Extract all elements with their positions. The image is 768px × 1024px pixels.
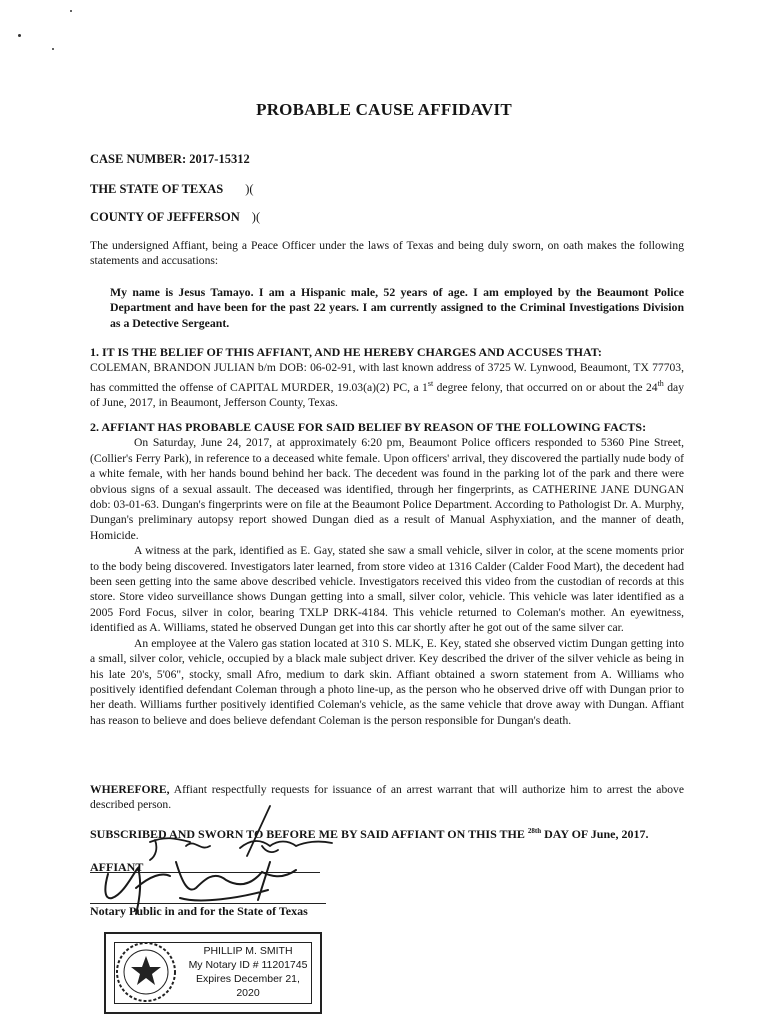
document-title: PROBABLE CAUSE AFFIDAVIT: [256, 100, 512, 119]
affiant-statement: My name is Jesus Tamayo. I am a Hispanic male, 52 years of age. I am employed by the Beaumont Police Department and have been for the past 22 years. I am currently assigned to the Criminal Investigations Division as a Detective Sergeant.: [110, 285, 684, 330]
subscribed-text-a: SUBSCRIBED AND SWORN TO BEFORE ME BY SAID AFFIANT ON THIS THE: [90, 827, 528, 841]
county-separator: )(: [251, 210, 261, 224]
section-1-heading: 1. IT IS THE BELIEF OF THIS AFFIANT, AND HE HEREBY CHARGES AND ACCUSES THAT:: [90, 345, 602, 359]
state-separator: )(: [245, 182, 254, 196]
section-2-para-3: An employee at the Valero gas station located at 310 S. MLK, E. Key, stated she observed victim Dungan getting into a small, silver color, vehicle, occupied by a black male subject driver. Key described the driver of the silver vehicle as being in his late 20's, 5'06", stocky, small Afro, medium to dark skin. Affiant obtained a sworn statement from A. Williams who positively identified defendant Coleman through a photo line-up, as the person who he observed drive off with Dungan prior to her death. Williams further positively identified Coleman's vehicle, as the same vehicle that drove away with Dungan. Affiant has reason to believe and does believe defendant Coleman is the person responsible for Dungan's death.: [90, 636, 684, 727]
notary-stamp-text: [188, 944, 308, 1000]
scan-speck: [18, 34, 21, 37]
subscribed-sup: 28th: [527, 827, 542, 835]
affiant-label: AFFIANT: [90, 860, 144, 874]
notary-expires: Expires December 21, 2020: [196, 973, 300, 999]
section-2-para-2: A witness at the park, identified as E. Gay, stated she saw a small vehicle, silver in color, at the scene moments prior to the body being discovered. Investigators later learned, from store video at 1316 Calder (Calder Food Mart), the decedent had been seen getting into the same above described vehicle. Investigators received this video from the custodian of records at this store. Store video surveillance shows Dungan getting into a small, silver color, vehicle. This vehicle was later identified as a 2005 Ford Focus, silver in color, bearing TXLP DRK-4184. This vehicle returned to Coleman's mother. An eyewitness, identified as A. Williams, stated he observed Dungan get into this car shortly after he got out of the same silver car.: [90, 544, 684, 635]
wherefore-rest: Affiant respectfully requests for issuance of an arrest warrant that will authorize him to arrest the above described person.: [90, 783, 684, 812]
notary-name: PHILLIP M. SMITH: [203, 945, 293, 957]
case-number: CASE NUMBER: 2017-15312: [90, 152, 250, 166]
state-text: THE STATE OF TEXAS: [90, 182, 224, 196]
state-line: [90, 182, 254, 197]
section-2-para-1: On Saturday, June 24, 2017, at approximately 6:20 pm, Beaumont Police officers responded to 5360 Pine Street, (Collier's Ferry Park), in reference to a deceased white female. Upon officers' arrival, they discovered the partially nude body of a white female, with her hands bound behind her back. The decedent was found in the parking lot of the park and there were obvious signs of a sexual assault. The deceased was identified, through her fingerprints, as CATHERINE JANE DUNGAN dob: 03-01-63. Dungan's fingerprints were on file at the Beaumont Police Department. According to Pathologist Dr. A. Murphy, Dungan's preliminary autopsy report showed Dungan died as a result of Manual Asphyxiation, and the manner of death, Homicide.: [90, 436, 684, 542]
county-line: [90, 210, 260, 225]
scan-speck: [52, 48, 54, 50]
section-1-body-c: day of June, 2017, in Beaumont, Jefferson County, Texas.: [90, 380, 684, 410]
section-1: [90, 345, 684, 410]
intro-paragraph: The undersigned Affiant, being a Peace Officer under the laws of Texas and being duly sworn, on oath makes the following statements and accusations:: [90, 239, 684, 268]
scan-speck: [70, 10, 72, 12]
section-1-body-b: degree felony, that occurred on or about the 24: [433, 380, 658, 394]
subscribed-text-b: DAY OF June, 2017.: [541, 827, 649, 841]
section-2-heading: 2. AFFIANT HAS PROBABLE CAUSE FOR SAID BELIEF BY REASON OF THE FOLLOWING FACTS:: [90, 420, 647, 434]
county-text: COUNTY OF JEFFERSON: [90, 210, 240, 224]
wherefore-paragraph: [90, 782, 684, 813]
subscribed-line: [90, 827, 690, 842]
section-1-sup-1: st: [427, 378, 434, 388]
notary-stamp: [104, 932, 322, 1014]
notary-line: Notary Public in and for the State of Texas: [90, 904, 308, 918]
section-1-body-a: COLEMAN, BRANDON JULIAN b/m DOB: 06-02-91, with last known address of 3725 W. Lynwood, Beaumont, TX 77703, has committed the offense of CAPITAL MURDER, 19.03(a)(2) PC, a 1: [90, 361, 684, 394]
notary-id: My Notary ID # 11201745: [188, 959, 308, 971]
texas-seal-icon: [114, 940, 178, 1004]
section-2: [90, 420, 684, 728]
section-1-sup-2: th: [657, 378, 664, 388]
wherefore-lead: WHEREFORE,: [90, 783, 170, 796]
